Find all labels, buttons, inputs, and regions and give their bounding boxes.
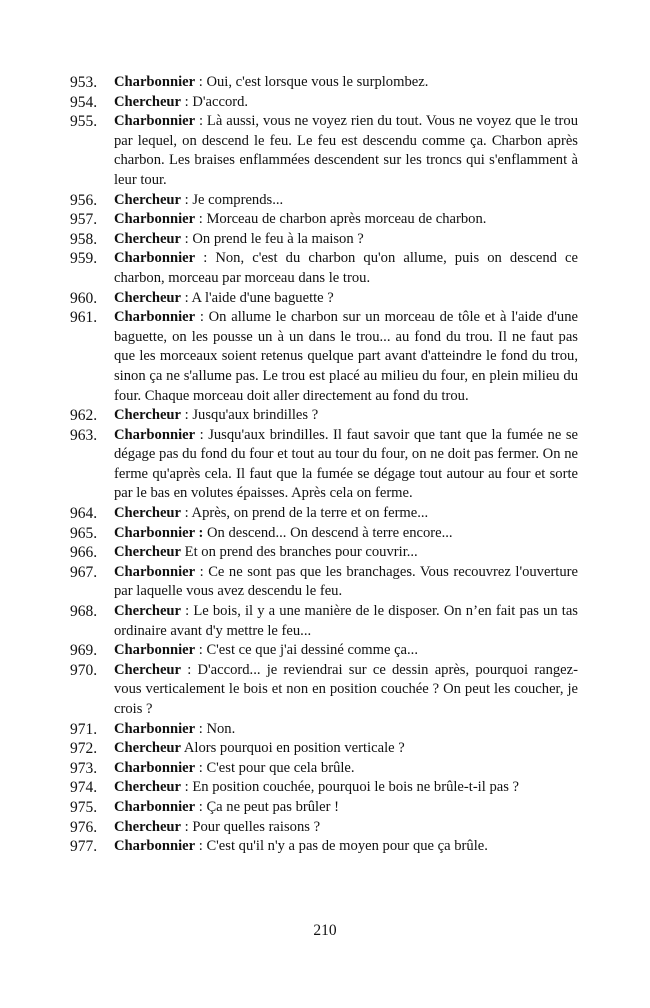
speaker-name: Charbonnier <box>114 211 196 228</box>
utterance-text: : Morceau de charbon après morceau de charbon. <box>195 211 487 228</box>
transcript-entry <box>70 504 578 524</box>
utterance-text: : Non, c'est du charbon qu'on allume, puis on descend ce charbon, morceau par morceau dans le trou. <box>114 250 578 286</box>
utterance-text: : En position couchée, pourquoi le bois ne brûle-t-il pas ? <box>181 779 520 796</box>
entry-number: 956. <box>70 191 98 209</box>
speaker-name: Chercheur <box>114 603 182 620</box>
utterance-text: : Pour quelles raisons ? <box>181 818 321 835</box>
entry-number: 958. <box>70 230 98 248</box>
transcript-entry <box>70 112 578 190</box>
speaker-name: Charbonnier <box>114 74 196 90</box>
utterance-text: : Ce ne sont pas que les branchages. Vous recouvrez l'ouverture par laquelle vous avez descendu le feu. <box>114 563 578 600</box>
speaker-name: Chercheur <box>114 407 182 424</box>
transcript-entry <box>70 798 578 818</box>
entry-number: 977. <box>70 838 98 856</box>
utterance-text: : D'accord. <box>181 93 249 110</box>
transcript-entry <box>70 230 578 250</box>
utterance-text: : C'est qu'il n'y a pas de moyen pour que ça brûle. <box>195 838 488 855</box>
utterance-text: : C'est pour que cela brûle. <box>195 759 355 776</box>
entry-number: 954. <box>70 93 98 111</box>
speaker-name: Charbonnier <box>114 720 196 737</box>
utterance-text: : Jusqu'aux brindilles ? <box>181 407 319 424</box>
utterance-text: : C'est ce que j'ai dessiné comme ça... <box>195 642 418 659</box>
entry-number: 967. <box>70 563 98 581</box>
utterance-text: : Le bois, il y a une manière de le disposer. On n’en fait pas un tas ordinaire avant d'y mettre le feu... <box>114 603 578 639</box>
speaker-name: Charbonnier <box>114 759 196 776</box>
page-number: 210 <box>313 922 337 939</box>
utterance-text: : On prend le feu à la maison ? <box>181 230 364 247</box>
transcript-entry <box>70 426 578 504</box>
transcript-entry <box>70 661 578 720</box>
speaker-name: Chercheur <box>114 661 182 678</box>
entry-number: 974. <box>70 779 98 797</box>
utterance-text: : D'accord... je reviendrai sur ce dessin après, pourquoi rangez-vous verticalement le bois et non en position couchée ? On peut les coucher, je crois ? <box>114 661 578 717</box>
speaker-name: Charbonnier <box>114 563 196 580</box>
transcript-entry <box>70 641 578 661</box>
transcript-entry <box>70 739 578 759</box>
utterance-text: : A l'aide d'une baguette ? <box>181 289 334 306</box>
utterance-text: : Là aussi, vous ne voyez rien du tout. Vous ne voyez que le trou par lequel, on descend le feu. Le feu est descendu comme ça. Charbon après charbon. Les braises enflammées descendent sur les troncs qui s'enflamment à leur tour. <box>114 113 578 188</box>
speaker-name: Chercheur <box>114 230 182 247</box>
utterance-text: Et on prend des branches pour couvrir... <box>181 544 418 561</box>
transcript-entry <box>70 524 578 544</box>
speaker-name: Charbonnier <box>114 250 196 267</box>
entry-number: 973. <box>70 759 98 777</box>
speaker-name: Charbonnier <box>114 642 196 659</box>
transcript-entry <box>70 73 578 93</box>
transcript-entry <box>70 720 578 740</box>
speaker-name: Chercheur <box>114 191 182 208</box>
speaker-name: Chercheur <box>114 505 182 522</box>
entry-number: 957. <box>70 211 98 229</box>
utterance-text: : Non. <box>195 720 236 737</box>
speaker-name: Chercheur <box>114 544 182 561</box>
transcript-entry <box>70 191 578 211</box>
entry-number: 972. <box>70 740 98 758</box>
transcript-entry <box>70 778 578 798</box>
entry-number: 965. <box>70 524 98 542</box>
entry-number: 966. <box>70 544 98 562</box>
utterance-text: : Ça ne peut pas brûler ! <box>195 798 339 815</box>
speaker-name: Chercheur <box>114 289 182 306</box>
speaker-name: Charbonnier <box>114 309 196 326</box>
entry-number: 968. <box>70 603 98 621</box>
utterance-text: : On allume le charbon sur un morceau de tôle et à l'aide d'une baguette, on les pousse un à un dans le trou... au fond du trou. Il ne faut pas que les morceaux soient retenus quelque part avant d'atteindre le fond du trou, sinon ça ne s'allume pas. Le trou est placé au milieu du four, en plein milieu du four. Chaque morceau doit aller directement au fond du trou. <box>114 309 578 404</box>
transcript-entry <box>70 563 578 602</box>
entry-number: 959. <box>70 250 98 268</box>
utterance-text: : Je comprends... <box>181 191 284 208</box>
entry-number: 961. <box>70 309 98 327</box>
speaker-name: Chercheur <box>114 740 182 757</box>
transcript-entry <box>70 759 578 779</box>
utterance-text: On descend... On descend à terre encore... <box>203 524 453 541</box>
speaker-name: Chercheur <box>114 818 182 835</box>
entry-number: 960. <box>70 289 98 307</box>
speaker-name: Chercheur <box>114 93 182 110</box>
utterance-text: : Après, on prend de la terre et on ferme... <box>181 505 429 522</box>
utterance-text: Alors pourquoi en position verticale ? <box>181 740 405 757</box>
transcript-entry <box>70 406 578 426</box>
entry-number: 971. <box>70 720 98 738</box>
speaker-name: Charbonnier <box>114 426 196 443</box>
entry-number: 955. <box>70 113 98 131</box>
entry-number: 953. <box>70 74 98 91</box>
entry-number: 970. <box>70 661 98 679</box>
entry-number: 975. <box>70 798 98 816</box>
transcript-entry <box>70 818 578 838</box>
interview-transcript <box>70 73 578 857</box>
utterance-text: : Oui, c'est lorsque vous le surplombez. <box>195 74 429 90</box>
transcript-entry <box>70 210 578 230</box>
speaker-name: Charbonnier <box>114 838 196 855</box>
speaker-name: Chercheur <box>114 779 182 796</box>
utterance-text: : Jusqu'aux brindilles. Il faut savoir que tant que la fumée ne se dégage pas du fond du four et tout au tour du four, on ne doit pas fermer. On ne ferme qu'après cela. Il faut que la fumée se dégage tout autour au four et sorte par le bas en volutes épaisses. Après cela on ferme. <box>114 426 578 502</box>
transcript-entry <box>70 93 578 113</box>
speaker-name: Charbonnier <box>114 798 196 815</box>
entry-number: 963. <box>70 426 98 444</box>
transcript-entry <box>70 543 578 563</box>
speaker-name: Charbonnier : <box>114 524 204 541</box>
transcript-entry <box>70 837 578 857</box>
transcript-entry <box>70 308 578 406</box>
entry-number: 969. <box>70 642 98 660</box>
transcript-entry <box>70 249 578 288</box>
transcript-entry <box>70 602 578 641</box>
transcript-entry <box>70 289 578 309</box>
entry-number: 976. <box>70 818 98 836</box>
entry-number: 962. <box>70 407 98 425</box>
speaker-name: Charbonnier <box>114 113 196 130</box>
entry-number: 964. <box>70 505 98 523</box>
